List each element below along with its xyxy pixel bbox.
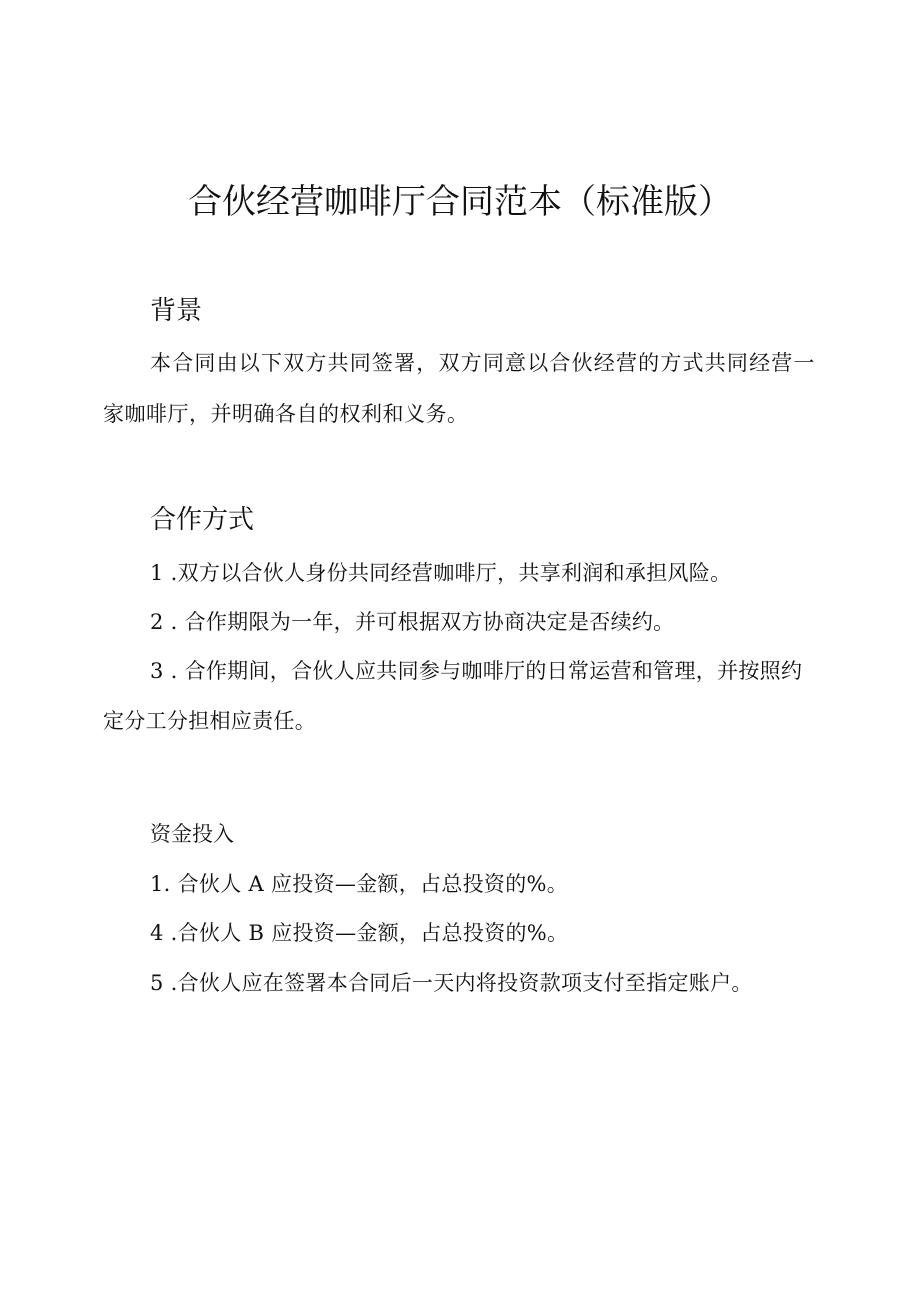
document-title: 合伙经营咖啡厅合同范本（标准版） — [188, 182, 732, 222]
investment-item-2: 4 .合伙人 B 应投资—金额，占总投资的%。 — [150, 921, 569, 945]
cooperation-item-2: 2 . 合作期限为一年，并可根据双方协商决定是否续约。 — [150, 610, 675, 634]
investment-item-3: 5 .合伙人应在签署本合同后一天内将投资款项支付至指定账户。 — [150, 971, 753, 995]
cooperation-item-3: 3 . 合作期间，合伙人应共同参与咖啡厅的日常运营和管理，并按照约定分工分担相应责任。 — [103, 659, 803, 733]
background-paragraph: 本合同由以下双方共同签署，双方同意以合伙经营的方式共同经营一家咖啡厅，并明确各自的权利和义务。 — [103, 351, 815, 426]
section-heading-cooperation: 合作方式 — [150, 505, 255, 535]
investment-item-1: 1. 合伙人 A 应投资—金额，占总投资的%。 — [150, 872, 569, 896]
section-heading-background: 背景 — [150, 296, 203, 326]
cooperation-item-1: 1 .双方以合伙人身份共同经营咖啡厅，共享利润和承担风险。 — [150, 561, 732, 585]
section-heading-investment: 资金投入 — [150, 822, 234, 846]
